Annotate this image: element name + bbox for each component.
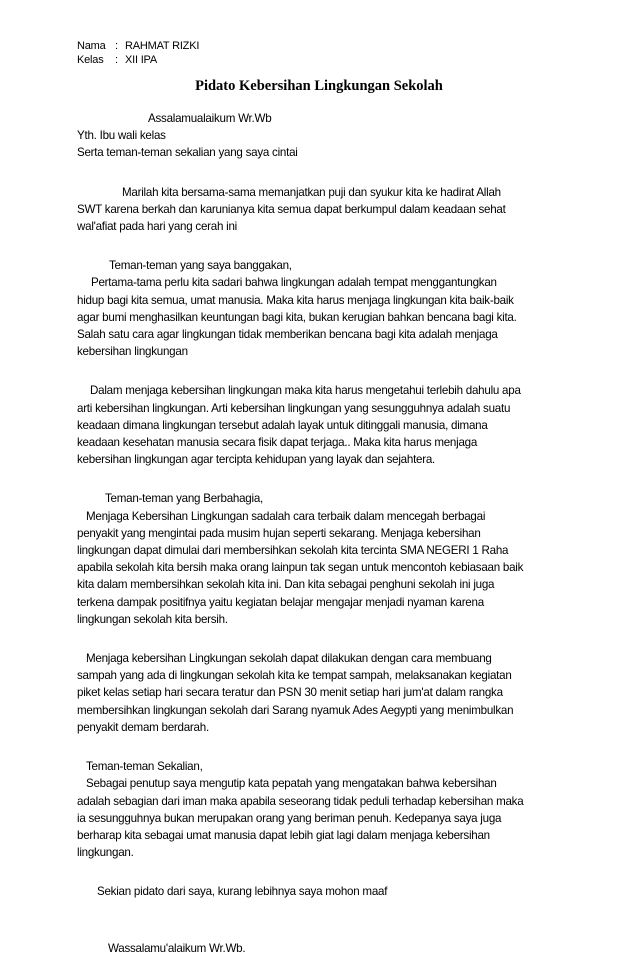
section2-line-4: keadaan kesehatan manusia secara fisik dapat terjaga.. Maka kita harus menjaga [77,436,478,450]
speech-body [77,110,577,957]
section5-line-5: lingkungan. [77,846,134,860]
section5-line-2: adalah sebagian dari iman maka apabila seseorang tidak peduli terhadap kebersihan maka [77,794,524,808]
section4-line-5: penyakit demam berdarah. [77,720,209,734]
section5-line-1: Sebagai penutup saya mengutip kata pepatah yang mengatakan bahwa kebersihan [86,777,497,791]
class-row [77,53,157,67]
section1-line-2: hidup bagi kita semua, umat manusia. Maka kita harus menjaga lingkungan kita baik-baik [77,293,514,307]
section4-line-3: piket kelas setiap hari secara teratur dan PSN 30 menit setiap hari jum'at dalam rangka [77,686,503,700]
closing-salam: Wassalamu'alaikum Wr.Wb. [108,941,246,955]
greeting-salam: Assalamualaikum Wr.Wb [148,112,272,125]
section4-line-1: Menjaga kebersihan Lingkungan sekolah dapat dilakukan dengan cara membuang [86,652,492,666]
section3-line-5: kita dalam membersihkan sekolah kita ini. Dan kita sebagai penghuni sekolah ini juga [77,578,495,592]
section3-line-4: apabila sekolah kita bersih maka orang lainpun tak segan untuk mencontoh kebiasaan baik [77,561,524,575]
section3-line-2: penyakit yang mengintai pada musim hujan seperti sekarang. Menjaga kebersihan [77,526,481,540]
section5-line-3: ia sesungguhnya bukan merupakan orang yang beriman penuh. Kedepanya saya juga [77,811,502,825]
name-value: RAHMAT RIZKI [125,40,200,52]
opening-line-3: wal'afiat pada hari yang cerah ini [77,220,237,234]
section4-line-4: membersihkan lingkungan sekolah dari Sarang nyamuk Ades Aegypti yang menimbulkan [77,703,514,717]
closing-line: Sekian pidato dari saya, kurang lebihnya saya mohon maaf [97,885,388,899]
document-title: Pidato Kebersihan Lingkungan Sekolah [195,78,443,94]
greeting-line-2: Serta teman-teman sekalian yang saya cintai [77,146,298,160]
section2-line-2: arti kebersihan lingkungan. Arti kebersihan lingkungan yang sesungguhnya adalah suatu [77,401,511,415]
class-separator: : [115,54,118,66]
class-label: Kelas [77,54,104,66]
section5-line-4: berharap kita sebagai umat manusia dapat lebih giat lagi dalam menjaga kebersihan [77,828,490,842]
section1-line-5: kebersihan lingkungan [77,345,188,359]
opening-line-1: Marilah kita bersama-sama memanjatkan puji dan syukur kita ke hadirat Allah [122,185,501,199]
section2-line-5: kebersihan lingkungan agar tercipta kehidupan yang layak dan sejahtera. [77,453,436,467]
greeting-line-1: Yth. Ibu wali kelas [77,129,166,143]
name-separator: : [115,40,118,52]
name-row [77,39,199,53]
class-value: XII IPA [125,54,158,66]
section2-line-3: keadaan dimana lingkungan tersebut adalah layak untuk ditinggali manusia, dimana [77,418,488,432]
section3-line-6: terkena dampak positifnya yaitu kegiatan belajar mengajar menjadi nyaman karena [77,595,484,609]
section3-line-7: lingkungan sekolah kita bersih. [77,612,228,626]
section3-line-1: Menjaga Kebersihan Lingkungan sadalah cara terbaik dalam mencegah berbagai [86,509,486,523]
section1-line-3: agar bumi menghasilkan keuntungan bagi kita, bukan kerugian bahkan bencana bagi kita. [77,310,517,324]
section1-line-4: Salah satu cara agar lingkungan tidak memberikan bencana bagi kita adalah menjaga [77,328,498,342]
opening-line-2: SWT karena berkah dan karunianya kita semua dapat berkumpul dalam keadaan sehat [77,202,506,216]
section4-line-2: sampah yang ada di lingkungan sekolah kita ke tempat sampah, melaksanakan kegiatan [77,669,512,683]
section1-address: Teman-teman yang saya banggakan, [109,259,292,273]
section3-address: Teman-teman yang Berbahagia, [105,492,263,506]
section1-line-1: Pertama-tama perlu kita sadari bahwa lingkungan adalah tempat menggantungkan [91,276,497,290]
section2-line-1: Dalam menjaga kebersihan lingkungan maka kita harus mengetahui terlebih dahulu apa [90,384,521,398]
section3-line-3: lingkungan dapat dimulai dari membersihkan sekolah kita tercinta SMA NEGERI 1 Raha [77,544,509,558]
name-label: Nama [77,40,106,52]
section5-address: Teman-teman Sekalian, [86,760,203,774]
